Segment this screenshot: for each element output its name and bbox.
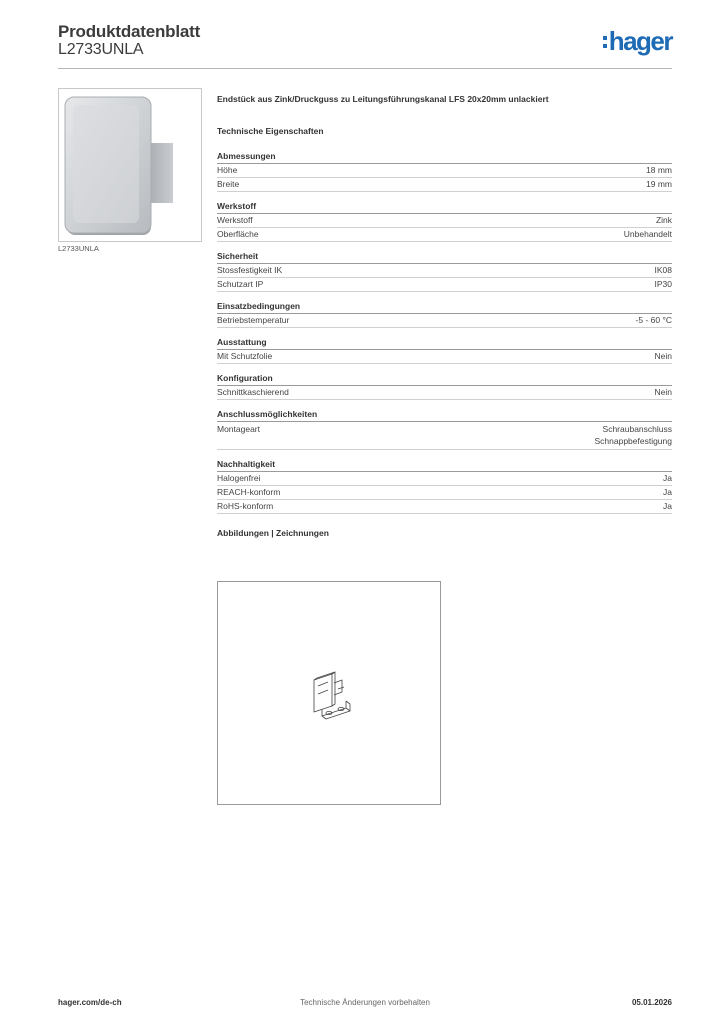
row-value-line: Schraubanschluss (602, 424, 672, 434)
table-row (217, 486, 672, 500)
page-header (58, 20, 672, 68)
row-label: Werkstoff (217, 215, 253, 225)
section-title: Einsatzbedingungen (217, 300, 672, 314)
row-label: Halogenfrei (217, 473, 261, 483)
table-row (217, 278, 672, 292)
section-konfiguration (217, 372, 672, 400)
row-label: Schutzart IP (217, 279, 264, 289)
row-label: RoHS-konform (217, 501, 274, 511)
footer-disclaimer: Technische Änderungen vorbehalten (300, 998, 430, 1007)
table-row (217, 350, 672, 364)
row-value: Nein (654, 351, 672, 361)
row-label: Schnittkaschierend (217, 387, 289, 397)
section-werkstoff (217, 200, 672, 242)
product-details (217, 94, 672, 542)
section-title: Werkstoff (217, 200, 672, 214)
row-value: 18 mm (646, 165, 672, 175)
footer-website: hager.com/de-ch (58, 998, 122, 1007)
footer-date: 05.01.2026 (631, 998, 672, 1007)
photo-caption: L2733UNLA (58, 244, 99, 253)
row-value-line: Schnappbefestigung (594, 436, 672, 446)
section-title: Abmessungen (217, 150, 672, 164)
row-value: IP30 (654, 279, 672, 289)
row-value: 19 mm (646, 179, 672, 189)
hager-logo (603, 26, 672, 56)
row-label: Betriebstemperatur (217, 315, 290, 325)
document-title: Produktdatenblatt (58, 22, 201, 41)
table-row (217, 214, 672, 228)
table-row (217, 264, 672, 278)
section-einsatzbedingungen (217, 300, 672, 328)
end-cap-photo-icon (59, 89, 201, 241)
row-label: Höhe (217, 165, 238, 175)
row-value: Ja (663, 487, 672, 497)
table-row (217, 422, 672, 450)
row-label: Mit Schutzfolie (217, 351, 273, 361)
section-ausstattung (217, 336, 672, 364)
section-sicherheit (217, 250, 672, 292)
section-title: Nachhaltigkeit (217, 458, 672, 472)
row-value: Ja (663, 473, 672, 483)
header-divider (58, 68, 672, 69)
section-title: Sicherheit (217, 250, 672, 264)
row-label: Montageart (217, 424, 260, 434)
section-nachhaltigkeit (217, 458, 672, 514)
row-label: Stossfestigkeit IK (217, 265, 283, 275)
row-label: Breite (217, 179, 240, 189)
section-title: Konfiguration (217, 372, 672, 386)
product-photo (58, 88, 202, 242)
table-row (217, 500, 672, 514)
technical-drawing (217, 581, 441, 805)
table-row (217, 164, 672, 178)
table-row (217, 314, 672, 328)
row-value: -5 - 60 °C (635, 315, 672, 325)
row-label: REACH-konform (217, 487, 281, 497)
end-cap-drawing-icon (218, 582, 440, 804)
product-description: Endstück aus Zink/Druckguss zu Leitungsführungskanal LFS 20x20mm unlackiert (217, 94, 549, 104)
tech-properties-title: Technische Eigenschaften (217, 126, 324, 136)
row-value: IK08 (654, 265, 672, 275)
table-row (217, 228, 672, 242)
table-row (217, 472, 672, 486)
row-value: Unbehandelt (623, 229, 672, 239)
row-value: Nein (654, 387, 672, 397)
table-row (217, 386, 672, 400)
logo-dots-icon (603, 36, 607, 48)
section-title: Anschlussmöglichkeiten (217, 408, 672, 422)
row-value: Zink (655, 215, 672, 225)
figures-title: Abbildungen | Zeichnungen (217, 528, 329, 538)
section-title: Ausstattung (217, 336, 672, 350)
section-abmessungen (217, 150, 672, 192)
section-anschlussmoeglichkeiten (217, 408, 672, 450)
table-row (217, 178, 672, 192)
page-footer (58, 998, 672, 1012)
product-code: L2733UNLA (58, 41, 144, 58)
row-label: Oberfläche (217, 229, 259, 239)
logo-text: hager (608, 26, 672, 56)
row-value (594, 423, 672, 449)
row-value: Ja (663, 501, 672, 511)
